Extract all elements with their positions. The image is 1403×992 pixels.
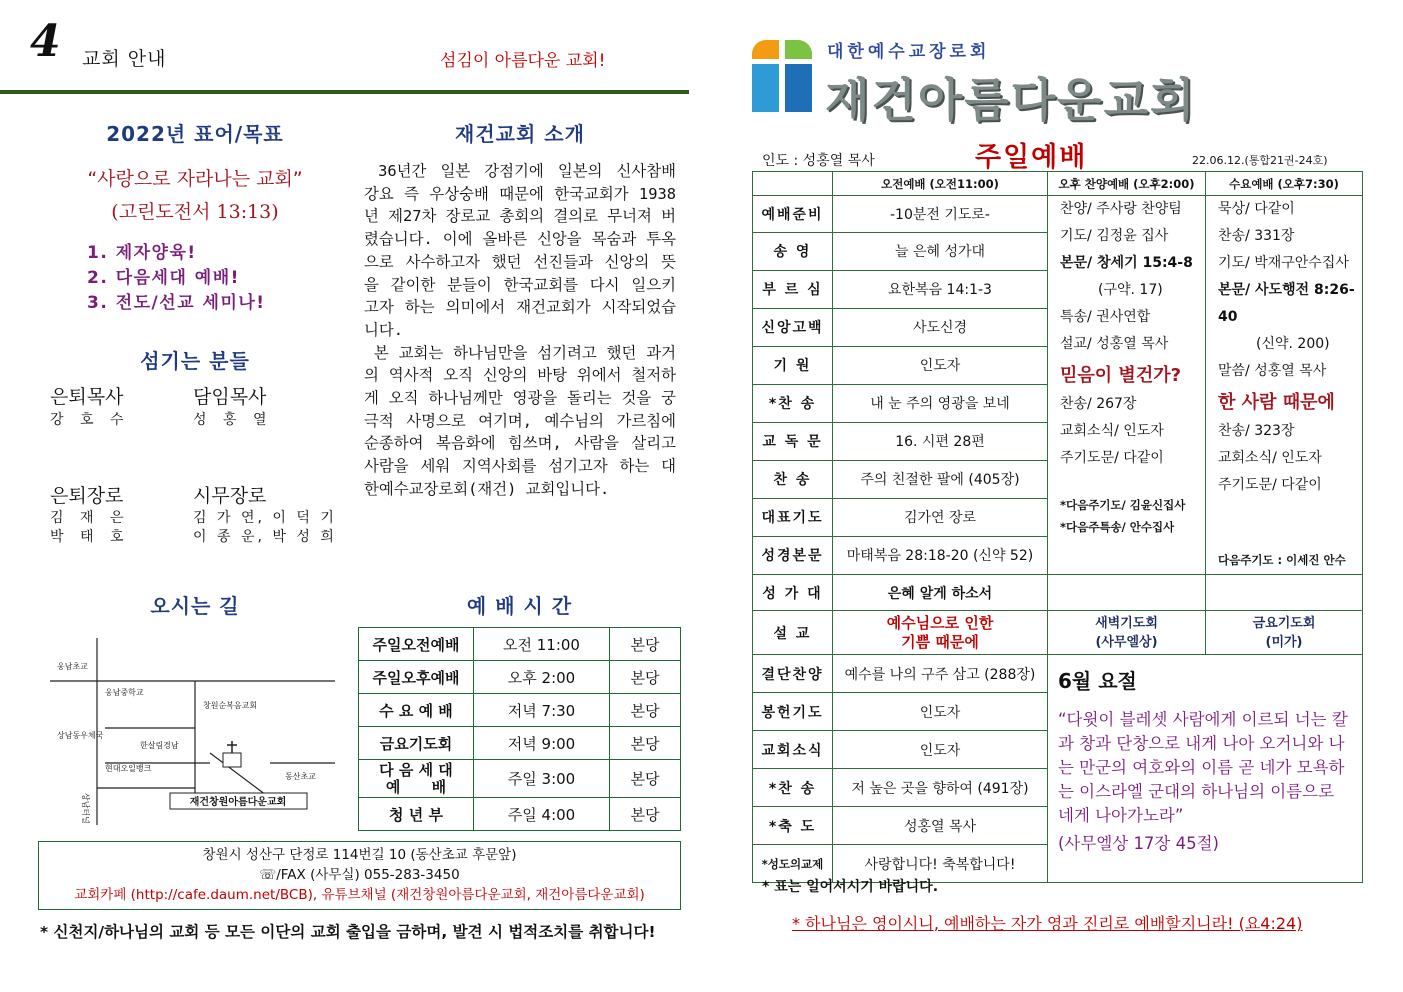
denomination: 대한예수교장로회 (827, 42, 991, 62)
intro-heading: 재건교회 소개 (455, 122, 585, 146)
service-title: 주일예배 (975, 142, 1088, 173)
friday-prayer: 금요기도회 (미가) (1206, 611, 1363, 655)
staff-name: 박 태 호 (50, 529, 130, 545)
order-value: 사도신경 (833, 308, 1048, 346)
service-time: 오후 2:00 (474, 661, 610, 694)
wednesday-sermon: 한 사람 때문에 (1218, 392, 1335, 413)
order-label: 송 영 (753, 232, 833, 270)
times-heading: 예 배 시 간 (466, 594, 573, 618)
afternoon-service: 찬양/ 주사랑 찬양팀 기도/ 김정윤 집사 본문/ 창세기 15:4-8 (구약. 17) 특송/ 권사연합 설교/ 성홍열 목사 믿음이 별건가? 찬송/ 267장 교회소식/ 인도자 주기도문/ 다같이 *다음주기도/ 김윤신집사 *다음주특송/ 안수집사 (1048, 196, 1206, 575)
staff-role: 은퇴목사 (50, 386, 124, 408)
intro-text: 36년간 일본 강점기에 일본의 신사참배 강요 즉 우상숭배 때문에 한국교회가 1938년 제27차 장로교 총회의 결의로 무너져 버렸습니다. 이에 올바른 신앙을 목숨과 투옥으로 사수하고자 했던 선진들과 신앙의 뜻을 같이한 분들이 한국교회를 다시 일으키고자 하는 의미에서 재건교회가 시작되었습니다. 본 교회는 하나님만을 섬기려고 했던 과거의 역사적 오직 신앙의 바탕 위에서 철저하게 오직 하나님께만 영광을 돌리는 것을 궁극적 사명으로 여기며, 예수님의 가르침에 순종하여 복음화에 힘쓰며, 사람을 살리고 사람을 세워 지역사회를 섬기고자 하는 대한예수교장로회(재건) 교회입니다. (364, 162, 677, 498)
closing-verse: * 하나님은 영이시니, 예배하는 자가 영과 진리로 예배할지니라! (요4:24) (792, 914, 1303, 933)
service-place: 본당 (610, 798, 681, 831)
service-place: 본당 (610, 661, 681, 694)
june-heading: 6월 요절 (1058, 669, 1137, 693)
cafe-link[interactable]: 교회카페 (http://cafe.daum.net/BCB), (74, 887, 318, 903)
service-time: 주일 4:00 (474, 798, 610, 831)
col-header: 수요예배 (오후7:30) (1206, 172, 1363, 196)
order-value: 인도자 (833, 731, 1048, 769)
address-box (38, 841, 681, 910)
slogan: 섬김이 아름다운 교회! (440, 51, 606, 71)
staff-heading: 섬기는 분들 (140, 349, 250, 373)
order-value: 김가연 장로 (833, 498, 1048, 536)
staff-role: 담임목사 (193, 386, 267, 408)
col-header: 오후 찬양예배 (오후2:00) (1048, 172, 1206, 196)
col-header: 오전예배 (오전11:00) (833, 172, 1048, 196)
order-label: 부 르 심 (753, 270, 833, 308)
service-name: 주일오후예배 (359, 661, 474, 694)
standing-note: * 표는 일어서시기 바랍니다. (762, 879, 939, 895)
service-name: 수 요 예 배 (359, 694, 474, 727)
order-label: *찬 송 (753, 384, 833, 422)
map-label: 현대오일뱅크 (105, 764, 152, 773)
order-label: *성도의교제 (753, 845, 833, 883)
service-place: 본당 (610, 760, 681, 798)
order-label: 대표기도 (753, 498, 833, 536)
order-label: 결단찬양 (753, 655, 833, 693)
order-value: 인도자 (833, 693, 1048, 731)
logo-mark (785, 40, 812, 59)
map-label: 웅남중학교 (105, 688, 144, 697)
june-verse-box (1048, 655, 1363, 883)
map-label: 상남동우체국 (57, 731, 104, 740)
table-row (359, 760, 681, 798)
phone: ☏/FAX (사무실) 055-283-3450 (259, 867, 460, 883)
order-label: 예배준비 (753, 196, 833, 233)
order-label: 성 가 대 (753, 575, 833, 611)
table-row (359, 798, 681, 831)
staff-role: 은퇴장로 (50, 485, 124, 507)
church-name: 재건아름다운교회 (825, 73, 1197, 127)
heresy-warning: * 신천지/하나님의 교회 등 모든 이단의 교회 출입을 금하며, 발견 시 법적조치를 취합니다! (40, 923, 656, 941)
youtube-link[interactable]: 유튜브채널 (재건창원아름다운교회, 재건아름다운교회) (321, 887, 645, 903)
dawn-prayer: 새벽기도회 (사무엘상) (1048, 611, 1206, 655)
order-value: 주의 친절한 팔에 (405장) (833, 460, 1048, 498)
table-row (359, 628, 681, 661)
june-ref: (사무엘상 17장 45절) (1058, 834, 1219, 853)
map-label: 웅남초교 (57, 662, 88, 671)
order-value: 저 높은 곳을 향하여 (491장) (833, 769, 1048, 807)
june-quote: “다윗이 블레셋 사람에게 이르되 너는 칼과 창과 단창으로 내게 나아 오거니와 나는 만군의 여호와의 이름 곧 네가 모욕하는 이스라엘 군대의 하나님의 이름으로 네게 나아가노라” (1058, 710, 1348, 825)
header-divider (0, 90, 689, 94)
service-place: 본당 (610, 727, 681, 760)
goal-item: 3. 전도/선교 세미나! (87, 293, 266, 313)
order-value: 성홍열 목사 (833, 807, 1048, 845)
worship-order-table (752, 171, 1363, 883)
order-label: 교회소식 (753, 731, 833, 769)
map-label: 창원순복음교회 (203, 701, 258, 710)
order-label: 봉헌기도 (753, 693, 833, 731)
service-name: 주일오전예배 (359, 628, 474, 661)
staff-name: 김 가 연, 이 덕 기 (193, 510, 337, 526)
page-title: 교회 안내 (82, 48, 167, 70)
leader: 인도 : 성홍열 목사 (762, 153, 875, 169)
map-label: 동산초교 (285, 772, 316, 781)
page-number: 4 (30, 16, 61, 67)
order-label: *찬 송 (753, 769, 833, 807)
service-name: 금요기도회 (359, 727, 474, 760)
service-name: 청 년 부 (359, 798, 474, 831)
order-value: 늘 은혜 성가대 (833, 232, 1048, 270)
goal-heading: 2022년 표어/목표 (106, 122, 284, 146)
staff-name: 강 호 수 (50, 412, 130, 428)
order-value: 마태복음 28:18-20 (신약 52) (833, 536, 1048, 574)
order-value: 인도자 (833, 346, 1048, 384)
order-label: 성경본문 (753, 536, 833, 574)
sermon-title: 예수님으로 인한 기쁨 때문에 (833, 611, 1048, 655)
service-time: 주일 3:00 (474, 760, 610, 798)
map-church-label: 재건창원아름다운교회 (189, 797, 287, 808)
logo-mark (785, 64, 812, 112)
map-label: 한살림경남 (140, 741, 179, 750)
order-value: 은혜 알게 하소서 (833, 575, 1048, 611)
order-label: *축 도 (753, 807, 833, 845)
address: 창원시 성산구 단정로 114번길 10 (동산초교 후문앞) (202, 847, 517, 863)
order-value: 내 눈 주의 영광을 보네 (833, 384, 1048, 422)
order-value: -10분전 기도로- (833, 196, 1048, 233)
staff-name: 이 종 운, 박 성 희 (193, 529, 337, 545)
order-label: 기 원 (753, 346, 833, 384)
table-row (359, 727, 681, 760)
table-row (359, 694, 681, 727)
goal-item: 1. 제자양육! (87, 243, 197, 263)
order-label: 교 독 문 (753, 422, 833, 460)
order-value: 사랑합니다! 축복합니다! (833, 845, 1048, 883)
issue-date: 22.06.12.(통합21권-24호) (1192, 154, 1328, 167)
staff-name: 김 재 은 (50, 510, 130, 526)
afternoon-sermon: 믿음이 별건가? (1060, 365, 1182, 386)
staff-name: 성 홍 열 (193, 412, 273, 428)
service-place: 본당 (610, 628, 681, 661)
order-label: 찬 송 (753, 460, 833, 498)
order-label: 신앙고백 (753, 308, 833, 346)
service-time: 저녁 7:30 (474, 694, 610, 727)
logo-mark (752, 64, 779, 112)
order-label: 설 교 (753, 611, 833, 655)
service-time: 오전 11:00 (474, 628, 610, 661)
order-value: 요한복음 14:1-3 (833, 270, 1048, 308)
service-place: 본당 (610, 694, 681, 727)
service-name: 다 음 세 대 예 배 (359, 760, 474, 798)
service-times-table (358, 627, 681, 831)
table-row (359, 661, 681, 694)
order-value: 16. 시편 28편 (833, 422, 1048, 460)
order-value: 예수를 나의 구주 삼고 (288장) (833, 655, 1048, 693)
goal-motto: “사랑으로 자라나는 교회” (87, 168, 303, 190)
staff-role: 시무장로 (193, 485, 267, 507)
logo-mark (752, 40, 779, 59)
map-heading: 오시는 길 (150, 594, 240, 618)
goal-item: 2. 다음세대 예배! (87, 268, 240, 288)
map-label: 상남터널 (81, 793, 90, 824)
wednesday-service: 묵상/ 다같이 찬송/ 331장 기도/ 박재구안수집사 본문/ 사도행전 8:26-40 (신약. 200) 말씀/ 성홍열 목사 한 사람 때문에 찬송/ 323장 교회소식/ 인도자 주기도문/ 다같이 다음주기도 : 이세진 안수 (1206, 196, 1363, 575)
location-map (45, 633, 345, 828)
service-time: 저녁 9:00 (474, 727, 610, 760)
goal-verse: (고린도전서 13:13) (111, 201, 279, 223)
